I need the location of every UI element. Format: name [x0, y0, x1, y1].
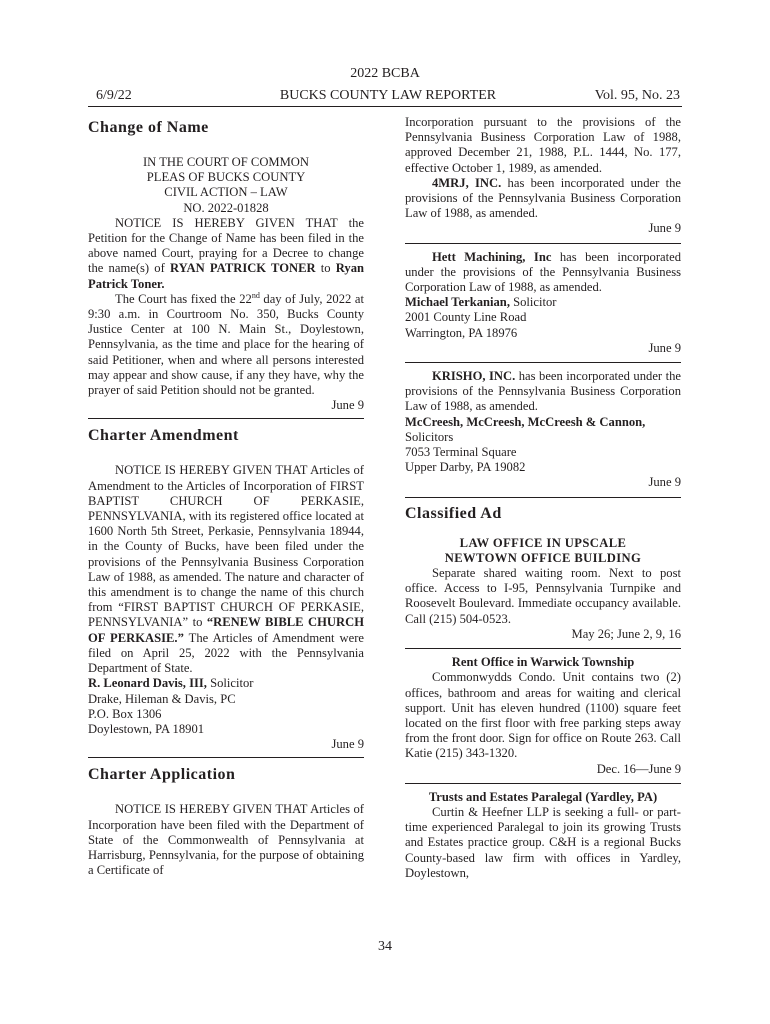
section-title-classified-ad: Classified Ad: [405, 504, 502, 522]
left-column: [88, 115, 364, 878]
solicitor-name: Michael Terkanian,: [405, 295, 510, 310]
court-line: PLEAS OF BUCKS COUNTY: [146, 170, 306, 185]
hearing-paragraph: [88, 292, 364, 398]
solicitor-role: Solicitors: [405, 429, 454, 444]
solicitor-name: R. Leonard Davis, III,: [88, 676, 207, 691]
solicitor-line: [405, 415, 681, 445]
amendment-text: The Articles of Amendment were filed on April 25, 2022 with the Pennsylvania Department of State.: [88, 630, 364, 676]
company-name: Hett Machining, Inc: [432, 249, 552, 264]
section-divider: [405, 497, 681, 498]
ad-title: LAW OFFICE IN UPSCALE: [459, 535, 627, 550]
continued-paragraph: Incorporation pursuant to the provisions of the Pennsylvania Business Corporation Law of 1988, approved December 21, 1988, P.L. 1444, No. 177, effective October 1, 1989, as amended.: [405, 115, 681, 175]
case-number: NO. 2022-01828: [183, 200, 269, 215]
section-divider: [405, 783, 681, 784]
running-header: [96, 88, 680, 108]
address-line: 2001 County Line Road: [405, 310, 527, 325]
section-divider: [405, 648, 681, 649]
section-divider: [405, 362, 681, 363]
solicitor-role: Solicitor: [509, 295, 557, 310]
volume-number: Vol. 95, No. 23: [594, 88, 680, 103]
address-line: Upper Darby, PA 19082: [405, 460, 526, 475]
notice-text: has been incorporated under the provisions of the Pennsylvania Business Corporation Law of 1988, as amended.: [405, 175, 681, 221]
section-title-change-of-name: Change of Name: [88, 119, 209, 136]
amendment-paragraph: [88, 463, 364, 676]
notice-paragraph: [405, 176, 681, 222]
ad-body: Commonwydds Condo. Unit contains two (2) offices, bathroom and areas for waiting and clerical support. Unit has eleven hundred (1100) square feet located on the first floor with free parking steps away from the front door. Sign for office on Route 263. Call Katie (215) 343-1320.: [405, 670, 681, 761]
header-rule: [88, 106, 682, 107]
hearing-text: day of July, 2022 at 9:30 a.m. in Courtroom No. 350, Bucks County Justice Center at 100 N. Main St., Doylestown, Pennsylvania, as the time and place for the hearing of said Petitioner, when and where all persons interested may appear and show cause, if any they have, why the prayer of said Petition should not be granted.: [88, 291, 364, 398]
solicitor-role: Solicitor: [206, 676, 254, 691]
address-line: Doylestown, PA 18901: [88, 721, 205, 736]
address-line: Warrington, PA 18976: [405, 325, 518, 340]
court-line: IN THE COURT OF COMMON: [142, 155, 309, 169]
section-divider: [88, 418, 364, 419]
publication-date: June 9: [648, 340, 681, 355]
address-line: Drake, Hileman & Davis, PC: [88, 691, 236, 706]
publication-date: May 26; June 2, 9, 16: [571, 626, 681, 641]
publication-date: June 9: [331, 398, 364, 413]
section-divider: [88, 757, 364, 758]
publication-date: June 9: [331, 737, 364, 752]
publication-date: Dec. 16—June 9: [596, 761, 681, 776]
application-paragraph: NOTICE IS HEREBY GIVEN THAT Articles of Incorporation have been filed with the Department of State of the Commonwealth of Pennsylvania at Harrisburg, Pennsylvania, for the purpose of obtaining a Certificate of: [88, 802, 364, 878]
ordinal-suffix: nd: [251, 290, 260, 300]
notice-paragraph: [405, 250, 681, 296]
company-name: KRISHO, INC.: [432, 369, 516, 384]
address-line: 7053 Terminal Square: [405, 445, 517, 460]
ad-title: Trusts and Estates Paralegal (Yardley, PA): [428, 789, 658, 804]
solicitor-line: [405, 295, 681, 310]
address-line: P.O. Box 1306: [88, 706, 162, 721]
notice-text: has been incorporated under the provisions of the Pennsylvania Business Corporation Law of 1988, as amended.: [405, 249, 681, 295]
notice-paragraph: [88, 216, 364, 292]
hearing-text: The Court has fixed the 22: [115, 291, 252, 306]
amendment-text: NOTICE IS HEREBY GIVEN THAT Articles of Amendment to the Articles of Incorporation of FIRST BAPTIST CHURCH OF PERKASIE, PENNSYLVANIA, with its registered office located at 1600 North 5th Street, Perkasie, Pennsylvania 18944, in the County of Bucks, have been filed under the provisions of the Pennsylvania Business Corporation Law of 1988, as amended. The nature and character of this amendment is to change the name of this church from “FIRST BAPTIST CHURCH OF PERKASIE, PENNSYLVANIA” to: [88, 463, 364, 630]
solicitor-name: McCreesh, McCreesh, McCreesh & Cannon,: [405, 414, 646, 429]
notice-text: NOTICE IS HEREBY GIVEN THAT the Petition for the Change of Name has been filed in the above named Court, praying for a Decree to change the name(s) of: [88, 215, 364, 276]
issue-date: 6/9/22: [96, 88, 132, 103]
notice-text: to: [315, 261, 336, 276]
solicitor-line: [88, 676, 364, 691]
new-name: Ryan Patrick Toner.: [88, 261, 364, 291]
notice-text: has been incorporated under the provisions of the Pennsylvania Business Corporation Law of 1988, as amended.: [405, 369, 681, 414]
new-church-name: “RENEW BIBLE CHURCH OF PERKASIE.”: [88, 615, 365, 645]
ad-body: Curtin & Heefner LLP is seeking a full- or part-time experienced Paralegal to join its growing Trusts and Estates practice group. C&H is a regional Bucks County-based law firm with offices in Yardley, Doylestown,: [405, 804, 681, 880]
ad-body: Separate shared waiting room. Next to post office. Access to I-95, Pennsylvania Turnpike and Roosevelt Boulevard. Immediate occupancy available. Call (215) 504-0523.: [405, 566, 681, 626]
ad-title: NEWTOWN OFFICE BUILDING: [444, 550, 642, 565]
old-name: RYAN PATRICK TONER: [169, 261, 316, 276]
notice-paragraph: [405, 369, 681, 415]
page-number: 34: [378, 939, 392, 954]
section-title-charter-application: Charter Application: [88, 766, 236, 784]
section-divider: [405, 243, 681, 244]
publication-date: June 9: [648, 221, 681, 236]
section-title-charter-amendment: Charter Amendment: [88, 427, 239, 445]
company-name: 4MRJ, INC.: [432, 175, 502, 190]
publication-date: June 9: [648, 475, 681, 490]
right-column: [405, 115, 681, 881]
publication-title: BUCKS COUNTY LAW REPORTER: [279, 88, 497, 103]
ad-title: Rent Office in Warwick Township: [451, 655, 635, 670]
header-top: 2022 BCBA: [350, 66, 420, 81]
court-caption: [88, 155, 364, 216]
court-line: CIVIL ACTION – LAW: [164, 185, 288, 200]
